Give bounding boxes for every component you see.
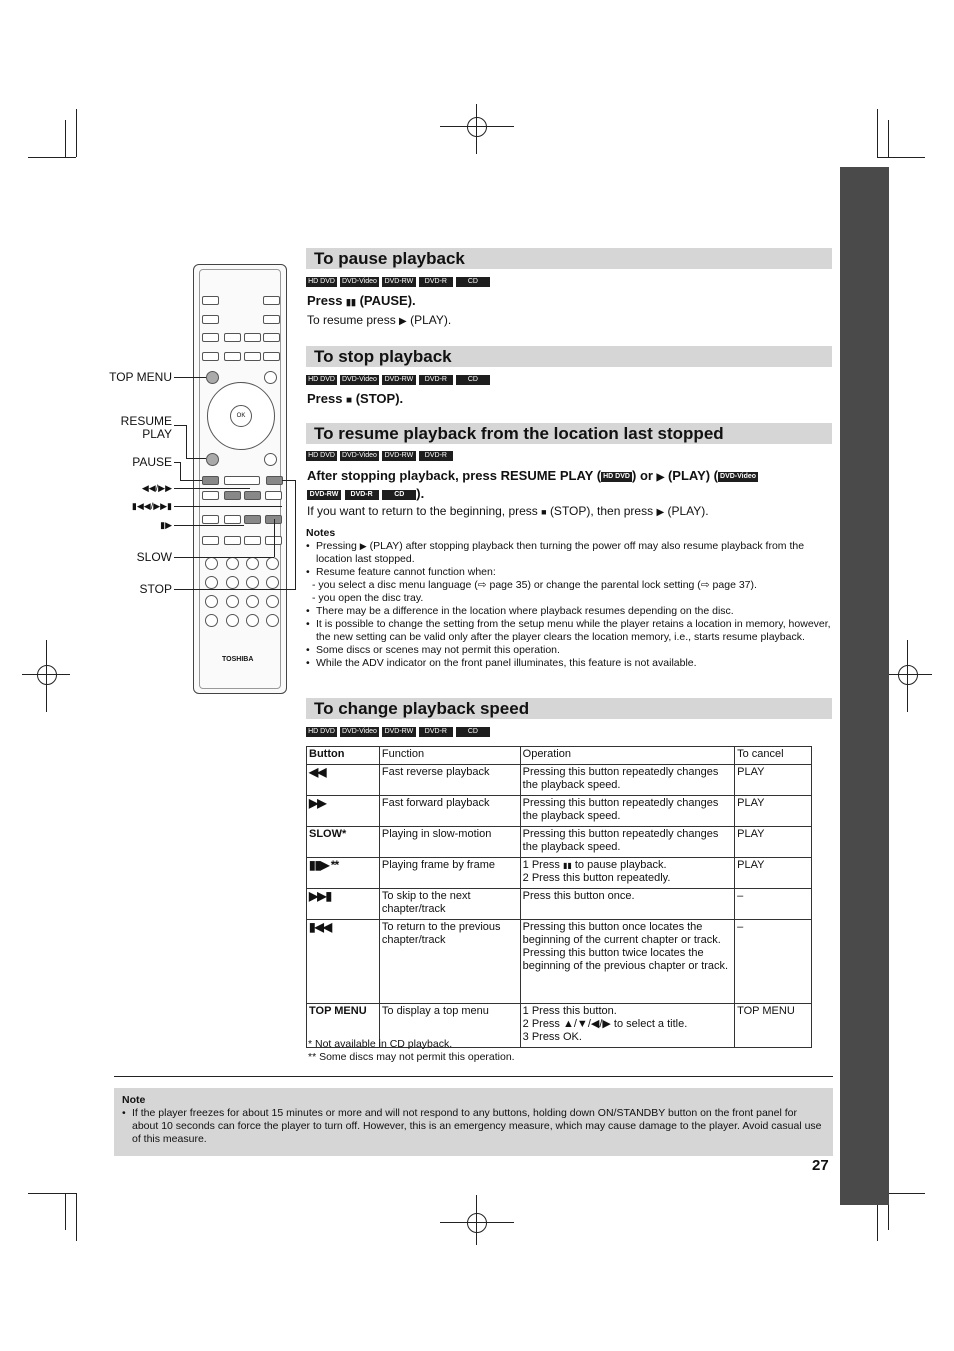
badge-dvd-video: DVD-Video (342, 452, 377, 459)
callout-line (186, 425, 187, 458)
remote-button (224, 352, 241, 361)
crop-mark (888, 120, 889, 157)
page-ref-icon: ⇨ (700, 579, 710, 591)
note-item: • While the ADV indicator on the front panel illuminates, this feature is not available. (306, 657, 836, 670)
callout-line (174, 506, 282, 507)
registration-mark (467, 117, 487, 137)
badge-dvd-video: DVD-Video (342, 376, 377, 383)
table-cell-function: Playing in slow-motion (379, 827, 520, 858)
table-cell-operation: Press this button once. (520, 889, 734, 920)
table-cell-button: ▮◀◀ (307, 920, 380, 1004)
remote-button (244, 333, 261, 342)
resume-instruction-a: After stopping playback, press RESUME PLAY ( (307, 468, 602, 483)
table-cell-button: ▶▶▮ (307, 889, 380, 920)
note-item: • There may be a difference in the location where playback resumes depending on the disc. (306, 605, 836, 618)
remote-menu-button (264, 371, 277, 384)
table-cell-function: Playing frame by frame (379, 858, 520, 889)
table-cell-cancel: PLAY (735, 858, 812, 889)
remote-button (202, 333, 219, 342)
table-cell-button: ▶▶ (307, 796, 380, 827)
remote-number-button (266, 576, 279, 589)
registration-line (907, 640, 908, 712)
badge-cd: CD (456, 277, 490, 287)
note-subitem: - you open the disc tray. (312, 592, 424, 604)
disc-badges (306, 375, 490, 385)
divider (114, 1076, 833, 1077)
table-cell-cancel: – (735, 920, 812, 1004)
remote-brand-logo: TOSHIBA (222, 656, 254, 663)
table-cell-cancel: TOP MENU (735, 1004, 812, 1048)
callout-pause: PAUSE (132, 455, 172, 469)
play-icon: ▶ (656, 472, 665, 483)
table-cell-function: Fast reverse playback (379, 765, 520, 796)
resume-hint-text: To resume press (307, 313, 396, 327)
table-cell-operation: Pressing this button repeatedly changes the playback speed. (520, 796, 734, 827)
pause-icon: ▮▮ (563, 861, 572, 870)
table-cell-function: To display a top menu (379, 1004, 520, 1048)
callout-line (174, 557, 274, 558)
stop-instruction (307, 391, 403, 409)
disc-badges (306, 451, 453, 461)
badge-dvd-rw: DVD-RW (382, 277, 416, 287)
stop-icon: ■ (541, 507, 547, 517)
table-row (307, 858, 812, 889)
callout-line (174, 425, 186, 426)
callout-line (174, 377, 206, 378)
table-row (307, 765, 812, 796)
press-label: Press (307, 293, 343, 308)
remote-navigation-dial (207, 382, 275, 450)
registration-mark (467, 1213, 487, 1233)
badge-hd-dvd: HD DVD (601, 472, 632, 482)
table-cell-operation: Pressing this button repeatedly changes the playback speed. (520, 765, 734, 796)
page-ref-icon: ⇨ (477, 579, 487, 591)
badge-dvd-rw: DVD-RW (382, 375, 416, 385)
remote-button (263, 333, 280, 342)
crop-mark (28, 157, 76, 158)
resume-hint-action: (PLAY). (410, 313, 452, 327)
table-row (307, 827, 812, 858)
section-title-resume: To resume playback from the location last stopped (306, 423, 832, 444)
stop-icon: ■ (346, 395, 353, 406)
table-cell-function: To skip to the next chapter/track (379, 889, 520, 920)
table-header: To cancel (735, 747, 812, 765)
table-row (307, 889, 812, 920)
callout-line (174, 589, 295, 590)
table-cell-operation: 1 Press this button. 2 Press ▲/▼/◀/▶ to select a title. 3 Press OK. (520, 1004, 734, 1048)
remote-number-button (226, 557, 239, 570)
callout-line (180, 480, 202, 481)
remote-number-button (205, 557, 218, 570)
callout-line (180, 462, 181, 480)
badge-dvd-r: DVD-R (419, 375, 453, 385)
remote-number-button (266, 614, 279, 627)
callout-resume-play-line1: RESUME (120, 414, 172, 428)
remote-number-button (226, 614, 239, 627)
crop-mark (877, 109, 878, 157)
resume-hint (307, 313, 451, 329)
remote-color-c-button (244, 536, 261, 545)
remote-color-a-button (202, 536, 219, 545)
resume-instruction-b: ) or (632, 468, 653, 483)
remote-color-b-button (224, 536, 241, 545)
table-header: Operation (520, 747, 734, 765)
remote-number-button (226, 576, 239, 589)
badge-dvd-r: DVD-R (419, 451, 453, 461)
table-cell-cancel: PLAY (735, 796, 812, 827)
table-cell-cancel: PLAY (735, 765, 812, 796)
remote-subtitle-button (224, 515, 241, 524)
table-cell-operation: 1 Press ▮▮ to pause playback. 2 Press this button repeatedly. (520, 858, 734, 889)
table-header: Button (307, 747, 380, 765)
badge-dvd-rw: DVD-RW (382, 727, 416, 737)
crop-mark (76, 109, 77, 157)
remote-resume-play-button (206, 453, 219, 466)
badge-cd: CD (382, 490, 416, 500)
table-cell-cancel: PLAY (735, 827, 812, 858)
pause-action: (PAUSE). (359, 293, 416, 308)
playback-speed-table (306, 746, 812, 1048)
note-item: • Some discs or scenes may not permit this operation. (306, 644, 836, 657)
callout-line (174, 488, 250, 489)
disc-badges (306, 277, 490, 287)
remote-button (202, 296, 219, 305)
callout-frame: ▮▶ (160, 520, 172, 530)
remote-number-button (246, 595, 259, 608)
remote-number-button (246, 614, 259, 627)
remote-number-button (226, 595, 239, 608)
note-item: • Resume feature cannot function when: (306, 566, 836, 579)
remote-pause-button (202, 476, 219, 485)
callout-skip: ▮◀◀/▶▶▮ (131, 501, 172, 511)
table-cell-function: Fast forward playback (379, 796, 520, 827)
remote-number-button (246, 557, 259, 570)
badge-hd-dvd: HD DVD (306, 727, 337, 737)
remote-button (263, 315, 280, 324)
remote-stop-button (266, 476, 283, 485)
return-hint-a: If you want to return to the beginning, press (307, 504, 538, 518)
remote-button (263, 296, 280, 305)
press-label: Press (307, 391, 343, 406)
badge-hd-dvd: HD DVD (306, 277, 337, 287)
registration-mark (898, 665, 918, 685)
resume-instruction-line2 (307, 486, 424, 502)
stop-action: (STOP). (355, 391, 404, 406)
badge-dvd-r: DVD-R (419, 277, 453, 287)
callout-line (295, 480, 296, 590)
play-icon: ▶ (359, 541, 367, 551)
crop-mark (65, 1193, 66, 1230)
remote-rew-button (224, 491, 241, 500)
table-cell-operation: Pressing this button repeatedly changes the playback speed. (520, 827, 734, 858)
remote-skip-fwd-button (265, 491, 282, 500)
crop-mark (28, 1193, 76, 1194)
badge-dvd-rw: DVD-RW (307, 490, 341, 500)
crop-mark (877, 157, 925, 158)
return-hint (307, 504, 709, 520)
table-cell-button: ▮▮▶ ** (307, 858, 380, 889)
remote-number-button (266, 557, 279, 570)
disc-badges (306, 727, 490, 737)
registration-line (884, 674, 932, 675)
remote-play-button (224, 476, 260, 485)
note-item: • It is possible to change the setting from the setup menu while the player retains a location in memory, however, the new setting can be valid only after the player clears the location memory, i.e., starts resume playback. (306, 618, 836, 644)
badge-dvd-video: DVD-Video (342, 278, 377, 285)
note-item: • Pressing ▶ (PLAY) after stopping playback then turning the power off may also resume playback from the location last stopped. (306, 540, 836, 566)
badge-dvd-video: DVD-Video (342, 728, 377, 735)
registration-line (440, 126, 514, 127)
play-icon: ▶ (399, 316, 407, 327)
remote-repeat-button (202, 515, 219, 524)
resume-notes (306, 527, 836, 670)
registration-line (476, 104, 477, 154)
return-hint-c: (PLAY). (667, 504, 709, 518)
remote-top-menu-button (206, 371, 219, 384)
crop-mark (65, 120, 66, 157)
table-cell-button: SLOW* (307, 827, 380, 858)
badge-dvd-r: DVD-R (419, 727, 453, 737)
remote-return-button (264, 453, 277, 466)
callout-top-menu: TOP MENU (109, 370, 172, 384)
footnote: ** Some discs may not permit this operation. (308, 1051, 515, 1063)
crop-mark (76, 1193, 77, 1241)
chapter-sidebar-tab (840, 167, 889, 1205)
badge-dvd-video: DVD-Video (720, 472, 757, 480)
resume-instruction-c: (PLAY) ( (667, 468, 719, 483)
table-cell-button: ◀◀ (307, 765, 380, 796)
badge-cd: CD (456, 375, 490, 385)
registration-line (476, 1195, 477, 1245)
badge-hd-dvd: HD DVD (306, 375, 337, 385)
remote-button (202, 315, 219, 324)
table-cell-operation: Pressing this button once locates the beginning of the current chapter or track. Pressing this button twice locates the beginning of the previous chapter or track. (520, 920, 734, 1004)
callout-resume-play-line2: PLAY (142, 427, 172, 441)
remote-number-button (205, 595, 218, 608)
table-cell-function: To return to the previous chapter/track (379, 920, 520, 1004)
remote-button (202, 352, 219, 361)
callout-line (282, 480, 295, 481)
remote-number-button (205, 614, 218, 627)
callout-slow: SLOW (136, 550, 172, 564)
play-icon: ▶ (656, 507, 665, 518)
callout-rew-ff: ◀◀/▶▶ (141, 483, 172, 493)
resume-instruction (307, 468, 827, 486)
callout-stop: STOP (139, 582, 172, 596)
section-title-speed: To change playback speed (306, 698, 832, 719)
remote-number-button (205, 576, 218, 589)
remote-skip-back-button (202, 491, 219, 500)
table-row (307, 920, 812, 1004)
section-title-pause: To pause playback (306, 248, 832, 269)
table-header-row (307, 747, 812, 765)
pause-icon: ▮▮ (346, 297, 356, 307)
notes-heading: Notes (306, 527, 336, 539)
callout-line (186, 458, 206, 459)
remote-ff-button (244, 491, 261, 500)
return-hint-b: (STOP), then press (549, 504, 654, 518)
registration-line (440, 1222, 514, 1223)
footnote: * Not available in CD playback. (308, 1038, 453, 1050)
table-cell-cancel: – (735, 889, 812, 920)
remote-ok-button: OK (230, 405, 252, 427)
remote-frame-button (244, 515, 261, 524)
table-row (307, 796, 812, 827)
note-heading: Note (122, 1094, 146, 1106)
callout-line (174, 525, 244, 526)
remote-number-button (266, 595, 279, 608)
badge-cd: CD (456, 727, 490, 737)
registration-line (46, 640, 47, 712)
remote-button (244, 352, 261, 361)
resume-instruction-end: ). (416, 486, 425, 501)
badge-dvd-rw: DVD-RW (382, 451, 416, 461)
page-number: 27 (812, 1157, 829, 1174)
badge-dvd-r: DVD-R (345, 490, 379, 500)
note-subitem: - you select a disc menu language (⇨ page 35) or change the parental lock setting (⇨ page 37). (312, 579, 757, 591)
table-cell-button: TOP MENU (307, 1004, 380, 1048)
remote-number-button (246, 576, 259, 589)
note-box (114, 1088, 833, 1156)
section-title-stop: To stop playback (306, 346, 832, 367)
callout-line (274, 519, 275, 557)
badge-hd-dvd: HD DVD (306, 451, 337, 461)
pause-instruction (307, 293, 416, 310)
note-text: • If the player freezes for about 15 minutes or more and will not respond to any buttons, holding down ON/STANDBY button on the front panel for about 10 seconds can force the player to turn off. However, this is an emergency measure, which may cause damage to the player. Avoid casual use of this measure. (122, 1107, 822, 1145)
table-header: Function (379, 747, 520, 765)
remote-button (263, 352, 280, 361)
remote-button (224, 333, 241, 342)
registration-mark (37, 665, 57, 685)
